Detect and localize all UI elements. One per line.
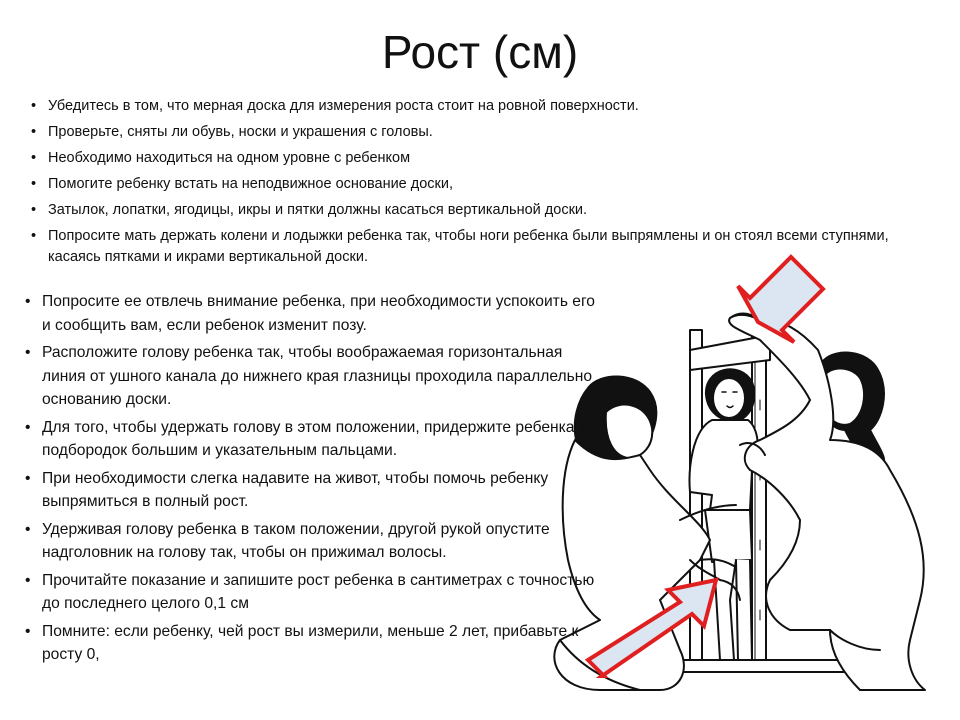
page-title: Рост (см) — [381, 26, 579, 78]
bullet-item: • Расположите голову ребенка так, чтобы воображаемая горизонтальная линия от ушного канала до нижнего края глазницы проходила параллельно основанию доски. — [42, 341, 602, 412]
bullet-item: • Проверьте, сняты ли обувь, носки и украшения с головы. — [48, 122, 928, 143]
left-bullet-list — [42, 290, 602, 671]
bullet-item: • Удерживая голову ребенка в таком положении, другой рукой опустите надголовник на голову так, чтобы он прижимал волосы. — [42, 518, 602, 565]
bullet-item: • Для того, чтобы удержать голову в этом положении, придержите ребенка за подбородок большим и указательным пальцами. — [42, 416, 602, 463]
bullet-item: • Прочитайте показание и запишите рост ребенка в сантиметрах с точностью до последнего целого 0,1 см — [42, 569, 602, 616]
bullet-item: • Помогите ребенку встать на неподвижное основание доски, — [48, 174, 928, 195]
bullet-item: • Попросите мать держать колени и лодыжки ребенка так, чтобы ноги ребенка были выпрямлены и он стоял всеми ступнями, касаясь пятками и икрами вертикальной доски. — [48, 226, 928, 268]
bullet-item: • Попросите ее отвлечь внимание ребенка, при необходимости успокоить его и сообщить вам, если ребенок изменит позу. — [42, 290, 602, 337]
bullet-item: • Убедитесь в том, что мерная доска для измерения роста стоит на ровной поверхности. — [48, 96, 928, 117]
bullet-item: • Помните: если ребенку, чей рост вы измерили, меньше 2 лет, прибавьте к росту 0, — [42, 620, 602, 667]
bullet-item: • Затылок, лопатки, ягодицы, икры и пятки должны касаться вертикальной доски. — [48, 200, 928, 221]
bullet-item: • При необходимости слегка надавите на живот, чтобы помочь ребенку выпрямиться в полный рост. — [42, 467, 602, 514]
top-bullet-list — [48, 96, 928, 273]
bullet-item: • Необходимо находиться на одном уровне с ребенком — [48, 148, 928, 169]
